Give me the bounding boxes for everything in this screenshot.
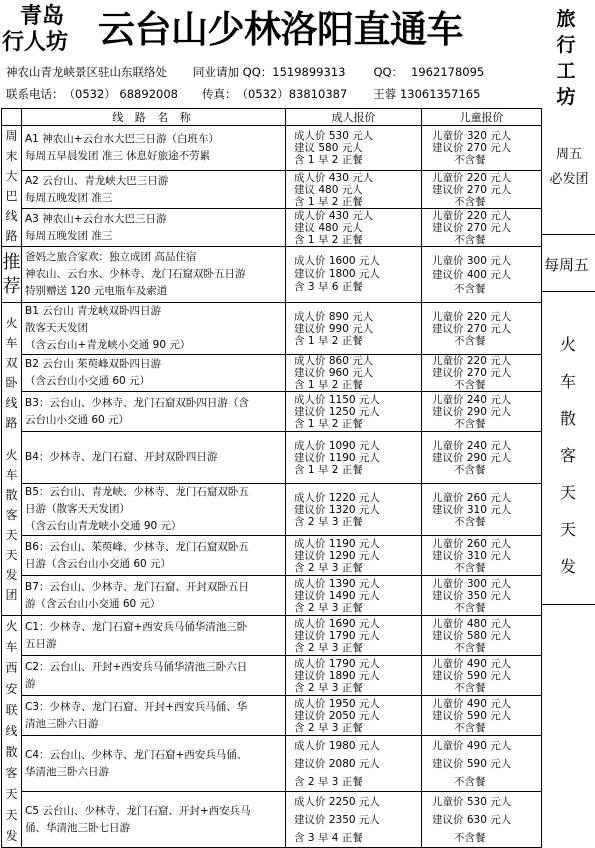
price-line: 建议价 2350 元人 xyxy=(294,813,380,826)
price-line: 含 3 早 4 正餐 xyxy=(294,831,363,844)
price-line: 成人价 1790 元人 xyxy=(294,657,380,670)
route-line: 华清池三卧六日游 xyxy=(25,765,109,778)
route-line: B1 云台山 青龙峡双卧四日游 xyxy=(25,305,162,317)
group-char: 天 xyxy=(5,787,18,801)
side-brand xyxy=(544,6,588,110)
price-line: 建议价 1890 元人 xyxy=(294,669,380,682)
price-line: 儿童价 490 元人 xyxy=(432,739,512,752)
child-price-cell xyxy=(422,656,542,696)
price-line: 建议价 1250 元人 xyxy=(294,405,380,418)
contact-person: 王蓉 13061357165 xyxy=(373,87,481,101)
group-char: 车 xyxy=(5,468,18,482)
note-char: 天 xyxy=(559,520,576,539)
price-line: 含 1 早 2 正餐 xyxy=(294,195,363,208)
price-line: 建议价 2050 元人 xyxy=(294,709,380,722)
price-line: 建议价 1490 元人 xyxy=(294,589,380,602)
price-line: 含 2 早 3 正餐 xyxy=(294,601,363,614)
adult-price-cell xyxy=(286,209,422,247)
price-line: 成人价 530 元人 xyxy=(294,129,374,142)
route-line: C1：少林寺、龙门石窟+西安兵马俑华清池三卧 xyxy=(25,620,248,633)
table-row xyxy=(2,536,542,576)
price-line: 不含餐 xyxy=(454,561,486,574)
table-row xyxy=(2,656,542,696)
group-weekend-bus xyxy=(2,126,22,247)
price-line: 儿童价 480 元人 xyxy=(432,617,512,630)
price-line: 含 2 早 3 正餐 xyxy=(294,515,363,528)
route-line: 俑、华清池三卧七日游 xyxy=(25,821,130,834)
child-price-cell xyxy=(422,209,542,247)
contact-line-2 xyxy=(6,86,480,102)
price-line: 成人价 430 元人 xyxy=(294,171,374,184)
page-title: 云台山少林洛阳直通车 xyxy=(98,8,463,51)
price-line: 儿童价 530 元人 xyxy=(432,795,512,808)
group-char: 天 xyxy=(5,548,18,562)
group-char: 火 xyxy=(5,448,18,462)
price-line: 建议价 580 元人 xyxy=(432,629,512,642)
phone-number: （0532） 68892008 xyxy=(63,87,178,101)
group-char: 车 xyxy=(5,336,18,350)
price-line: 含 3 早 6 正餐 xyxy=(294,281,363,293)
table-header-row xyxy=(2,109,542,126)
adult-price-cell xyxy=(286,576,422,616)
price-line: 建议价 2080 元人 xyxy=(294,757,380,770)
route-line: 清池三卧六日游 xyxy=(25,717,99,730)
group-char: 发 xyxy=(5,568,18,582)
adult-price-cell xyxy=(286,392,422,432)
price-line: 建议价 590 元人 xyxy=(432,757,512,770)
group-char: 路 xyxy=(5,229,18,243)
price-line: 建议价 270 元人 xyxy=(432,141,512,154)
child-price-cell xyxy=(422,170,542,209)
price-line: 含 2 早 3 正餐 xyxy=(294,775,363,788)
note-weekend xyxy=(546,142,592,192)
child-price-cell xyxy=(422,616,542,656)
fax-number: （0532）83810387 xyxy=(236,87,348,101)
table-row xyxy=(2,126,542,171)
right-column-divider xyxy=(541,604,595,605)
child-price-cell xyxy=(422,792,542,848)
price-line: 含 1 早 2 正餐 xyxy=(294,153,363,166)
price-line: 不含餐 xyxy=(454,831,486,844)
price-line: 含 2 早 3 正餐 xyxy=(294,681,363,694)
group-char: 周 xyxy=(5,129,18,143)
fax-label: 传真： xyxy=(201,87,237,101)
logo-line-2: 行人坊 xyxy=(2,29,69,55)
note-char: 发 xyxy=(559,557,576,576)
route-line: 日游（散客天天发团） xyxy=(25,503,130,515)
route-line: 游 xyxy=(25,677,36,690)
note-char: 客 xyxy=(559,446,576,465)
table-row xyxy=(2,170,542,209)
route-line: （含云台山青龙峡小交通 90 元） xyxy=(25,520,182,532)
price-line: 建议价 350 元人 xyxy=(432,589,512,602)
route-line: 日游（含云台山小交通 60 元） xyxy=(25,557,172,570)
price-line: 含 1 早 2 正餐 xyxy=(294,463,363,476)
logo-line-1: 青岛 xyxy=(20,3,65,29)
price-line: 儿童价 300 元人 xyxy=(432,577,512,590)
price-line: 建议价 310 元人 xyxy=(432,503,512,516)
child-price-cell xyxy=(422,355,542,392)
route-line: C3：少林寺、龙门石窟、开封+西安兵马俑、华 xyxy=(25,700,248,713)
adult-price-cell xyxy=(286,247,422,303)
price-line: 不含餐 xyxy=(454,463,486,476)
route-cell xyxy=(22,736,286,792)
note-char: 天 xyxy=(559,483,576,502)
adult-price-cell xyxy=(286,432,422,484)
route-cell xyxy=(22,170,286,209)
group-char: 发 xyxy=(5,829,18,843)
group-char: 散 xyxy=(5,745,18,759)
table-row xyxy=(2,792,542,848)
price-line: 儿童价 490 元人 xyxy=(432,657,512,670)
route-line: A2 云台山、青龙峡大巴三日游 xyxy=(25,174,169,187)
route-line: A3 神农山+云台水大巴三日游 xyxy=(25,212,167,225)
price-line: 不含餐 xyxy=(454,233,486,246)
note-line: 必发团 xyxy=(549,172,589,187)
group-char: 线 xyxy=(5,209,18,223)
table-row xyxy=(2,696,542,736)
price-line: 建议 480 元人 xyxy=(294,183,363,196)
child-price-cell xyxy=(422,484,542,536)
price-line: 建议价 270 元人 xyxy=(432,322,512,335)
price-line: 儿童价 320 元人 xyxy=(432,129,512,142)
child-price-cell xyxy=(422,536,542,576)
group-char: 车 xyxy=(5,640,18,654)
adult-price-cell xyxy=(286,484,422,536)
route-line: 每周五晚发团 准三 xyxy=(25,229,113,242)
price-line: 成人价 1600 元人 xyxy=(294,255,380,267)
qq-label-1: 同业请加 QQ： xyxy=(193,65,273,79)
route-line: 特别赠送 120 元电瓶车及索道 xyxy=(25,285,168,297)
price-line: 不含餐 xyxy=(454,153,486,166)
qq-label-2: QQ： xyxy=(373,65,404,79)
price-line: 儿童价 260 元人 xyxy=(432,491,512,504)
right-column-border xyxy=(541,108,542,842)
price-line: 建议价 590 元人 xyxy=(432,669,512,682)
group-char: 荐 xyxy=(2,275,21,297)
group-char: 线 xyxy=(5,396,18,410)
route-cell xyxy=(22,536,286,576)
qq-number-2: 1962178095 xyxy=(411,65,485,79)
table-row xyxy=(2,484,542,536)
route-line: 散客天天发团 xyxy=(25,322,88,334)
group-char: 末 xyxy=(5,149,18,163)
table-row xyxy=(2,432,542,484)
route-line: B3：云台山、少林寺、龙门石窟双卧四日游（含 xyxy=(25,396,249,409)
child-price-cell xyxy=(422,303,542,355)
price-line: 儿童价 220 元人 xyxy=(432,171,512,184)
note-char: 散 xyxy=(559,409,576,428)
price-line: 建议价 1190 元人 xyxy=(294,451,380,464)
child-price-cell xyxy=(422,126,542,171)
price-line: 不含餐 xyxy=(454,379,486,391)
child-price-cell xyxy=(422,247,542,303)
price-line: 含 2 早 3 正餐 xyxy=(294,561,363,574)
group-char: 大 xyxy=(5,169,18,183)
price-line: 建议价 1800 元人 xyxy=(294,268,380,280)
group-char: 推 xyxy=(2,251,21,273)
route-line: 五日游 xyxy=(25,637,57,650)
route-cell xyxy=(22,576,286,616)
side-brand-char: 行 xyxy=(556,34,576,56)
price-line: 含 1 早 2 正餐 xyxy=(294,233,363,246)
price-line: 不含餐 xyxy=(454,195,486,208)
price-line: 建议价 1790 元人 xyxy=(294,629,380,642)
group-char: 联 xyxy=(5,703,18,717)
route-line: A1 神农山+云台水大巴三日游（白班车） xyxy=(25,132,219,145)
price-line: 儿童价 260 元人 xyxy=(432,537,512,550)
route-line: B2 云台山 茱萸峰双卧四日游 xyxy=(25,358,162,370)
route-line: 每周五早晨发团 准三 休息好旅途不劳累 xyxy=(25,149,211,162)
side-brand-char: 工 xyxy=(556,60,576,82)
price-line: 含 2 早 3 正餐 xyxy=(294,641,363,654)
price-line: 含 1 早 2 正餐 xyxy=(294,334,363,347)
price-table xyxy=(1,108,542,848)
price-line: 儿童价 220 元人 xyxy=(432,209,512,222)
header-adult: 成人报价 xyxy=(286,109,422,126)
group-char: 客 xyxy=(5,508,18,522)
price-line: 不含餐 xyxy=(454,641,486,654)
group-char: 团 xyxy=(5,588,18,602)
price-line: 建议价 630 元人 xyxy=(432,813,512,826)
brand-logo xyxy=(2,3,94,61)
header xyxy=(0,0,595,112)
adult-price-cell xyxy=(286,656,422,696)
price-line: 建议价 590 元人 xyxy=(432,709,512,722)
price-line: 成人价 1220 元人 xyxy=(294,491,380,504)
child-price-cell xyxy=(422,576,542,616)
price-line: 不含餐 xyxy=(454,681,486,694)
header-child: 儿童报价 xyxy=(422,109,542,126)
route-line: B4：少林寺、龙门石窟、开封双卧四日游 xyxy=(25,451,218,463)
price-line: 成人价 1690 元人 xyxy=(294,617,380,630)
group-char: 天 xyxy=(5,528,18,542)
group-train-sleeper xyxy=(2,303,22,616)
adult-price-cell xyxy=(286,355,422,392)
adult-price-cell xyxy=(286,126,422,171)
table-row xyxy=(2,616,542,656)
header-route: 线 路 名 称 xyxy=(22,109,286,126)
group-char: 天 xyxy=(5,808,18,822)
route-cell xyxy=(22,247,286,303)
price-line: 建议价 290 元人 xyxy=(432,451,512,464)
route-cell xyxy=(22,209,286,247)
price-line: 成人价 1390 元人 xyxy=(294,577,380,590)
price-line: 建议价 1320 元人 xyxy=(294,503,380,516)
adult-price-cell xyxy=(286,170,422,209)
price-line: 含 1 早 2 正餐 xyxy=(294,379,363,391)
route-cell xyxy=(22,126,286,171)
child-price-cell xyxy=(422,736,542,792)
route-line: 爸妈之旅合家欢：独立成团 高品住宿 xyxy=(25,251,197,263)
group-char: 散 xyxy=(5,488,18,502)
group-recommend xyxy=(2,247,22,303)
side-brand-char: 坊 xyxy=(556,86,576,108)
price-line: 建议价 270 元人 xyxy=(432,221,512,234)
price-line: 不含餐 xyxy=(454,334,486,347)
price-line: 成人价 1150 元人 xyxy=(294,393,380,406)
office-name: 神农山青龙峡景区驻山东联络处 xyxy=(6,65,167,79)
route-cell xyxy=(22,392,286,432)
route-line: 云台山小交通 60 元） xyxy=(25,413,130,426)
price-line: 成人价 860 元人 xyxy=(294,355,374,367)
note-line: 周五 xyxy=(555,147,582,162)
note-char: 车 xyxy=(559,372,576,391)
right-column-divider xyxy=(541,291,595,292)
group-char: 火 xyxy=(5,316,18,330)
price-line: 建议价 990 元人 xyxy=(294,322,374,335)
route-cell xyxy=(22,616,286,656)
route-line: 神农山、云台水、少林寺、龙门石窟双卧五日游 xyxy=(25,268,246,280)
qq-number-1: 1519899313 xyxy=(272,65,346,79)
group-char: 双 xyxy=(5,356,18,370)
price-line: 含 1 早 2 正餐 xyxy=(294,417,363,430)
price-line: 建议价 400 元人 xyxy=(432,268,512,281)
child-price-cell xyxy=(422,392,542,432)
price-line: 儿童价 490 元人 xyxy=(432,697,512,710)
price-line: 成人价 1090 元人 xyxy=(294,439,380,452)
route-cell xyxy=(22,792,286,848)
child-price-cell xyxy=(422,696,542,736)
table-row xyxy=(2,303,542,355)
route-line: C2：云台山、开封+西安兵马俑华清池三卧六日 xyxy=(25,660,248,673)
price-line: 成人价 1950 元人 xyxy=(294,697,380,710)
price-line: 不含餐 xyxy=(454,601,486,614)
price-line: 建议价 960 元人 xyxy=(294,367,374,379)
price-line: 含 2 早 3 正餐 xyxy=(294,721,363,734)
price-line: 建议 480 元人 xyxy=(294,221,363,234)
price-line: 建议价 1290 元人 xyxy=(294,549,380,562)
contact-line-1 xyxy=(6,64,484,80)
table-row xyxy=(2,209,542,247)
price-line: 不含餐 xyxy=(454,721,486,734)
price-line: 成人价 430 元人 xyxy=(294,209,374,222)
price-line: 建议价 310 元人 xyxy=(432,549,512,562)
price-line: 建议价 270 元人 xyxy=(432,183,512,196)
route-line: 每周五晚发团 准三 xyxy=(25,191,113,204)
route-cell xyxy=(22,484,286,536)
price-line: 儿童价 240 元人 xyxy=(432,393,512,406)
adult-price-cell xyxy=(286,616,422,656)
adult-price-cell xyxy=(286,696,422,736)
group-char: 火 xyxy=(5,619,18,633)
route-line: B6：云台山、茱萸峰、少林寺、龙门石窟双卧五 xyxy=(25,540,249,553)
table-row xyxy=(2,576,542,616)
route-line: （含云台山小交通 60 元） xyxy=(25,375,151,387)
price-line: 建议价 290 元人 xyxy=(432,405,512,418)
price-line: 建议价 270 元人 xyxy=(432,367,512,379)
side-brand-char: 旅 xyxy=(556,8,576,30)
price-line: 成人价 2250 元人 xyxy=(294,795,380,808)
group-char: 西 xyxy=(5,661,18,675)
route-line: B5：云台山、青龙峡、少林寺、龙门石窟双卧五 xyxy=(25,486,249,498)
adult-price-cell xyxy=(286,303,422,355)
adult-price-cell xyxy=(286,536,422,576)
price-line: 成人价 890 元人 xyxy=(294,310,374,323)
table-row xyxy=(2,392,542,432)
price-line: 儿童价 220 元人 xyxy=(432,355,512,367)
route-cell xyxy=(22,696,286,736)
note-train xyxy=(554,326,582,585)
group-char: 安 xyxy=(5,682,18,696)
route-line: C5 云台山、少林寺、龙门石窟、开封+西安兵马 xyxy=(25,804,251,817)
route-line: C4：云台山、少林寺、龙门石窟+西安兵马俑、 xyxy=(25,748,248,761)
price-line: 儿童价 220 元人 xyxy=(432,310,512,323)
route-cell xyxy=(22,355,286,392)
price-line: 不含餐 xyxy=(454,515,486,528)
route-line: 游（含云台山小交通 60 元） xyxy=(25,597,161,610)
route-cell xyxy=(22,303,286,355)
group-char: 路 xyxy=(5,416,18,430)
header-group-cell xyxy=(2,109,22,126)
price-line: 不含餐 xyxy=(454,775,486,788)
phone-label: 联系电话： xyxy=(6,87,64,101)
note-char: 火 xyxy=(559,335,576,354)
route-cell xyxy=(22,656,286,696)
note-recommend: 每周五 xyxy=(544,256,590,274)
route-line: B7：云台山、少林寺、龙门石窟、开封双卧五日 xyxy=(25,580,249,593)
group-char: 客 xyxy=(5,766,18,780)
price-line: 建议 580 元人 xyxy=(294,141,363,154)
route-cell xyxy=(22,432,286,484)
group-char: 巴 xyxy=(5,189,18,203)
group-train-xian xyxy=(2,616,22,848)
right-column-divider xyxy=(541,234,595,235)
table-row xyxy=(2,355,542,392)
group-char: 线 xyxy=(5,724,18,738)
route-line: （含云台山+青龙峡小交通 90 元） xyxy=(25,339,191,351)
child-price-cell xyxy=(422,432,542,484)
price-line: 不含餐 xyxy=(454,282,486,295)
table-row xyxy=(2,736,542,792)
price-line: 不含餐 xyxy=(454,417,486,430)
group-char: 卧 xyxy=(5,376,18,390)
adult-price-cell xyxy=(286,736,422,792)
price-line: 儿童价 240 元人 xyxy=(432,439,512,452)
price-line: 成人价 1190 元人 xyxy=(294,537,380,550)
adult-price-cell xyxy=(286,792,422,848)
price-line: 儿童价 300 元人 xyxy=(432,254,512,267)
price-line: 成人价 1980 元人 xyxy=(294,739,380,752)
table-row xyxy=(2,247,542,303)
